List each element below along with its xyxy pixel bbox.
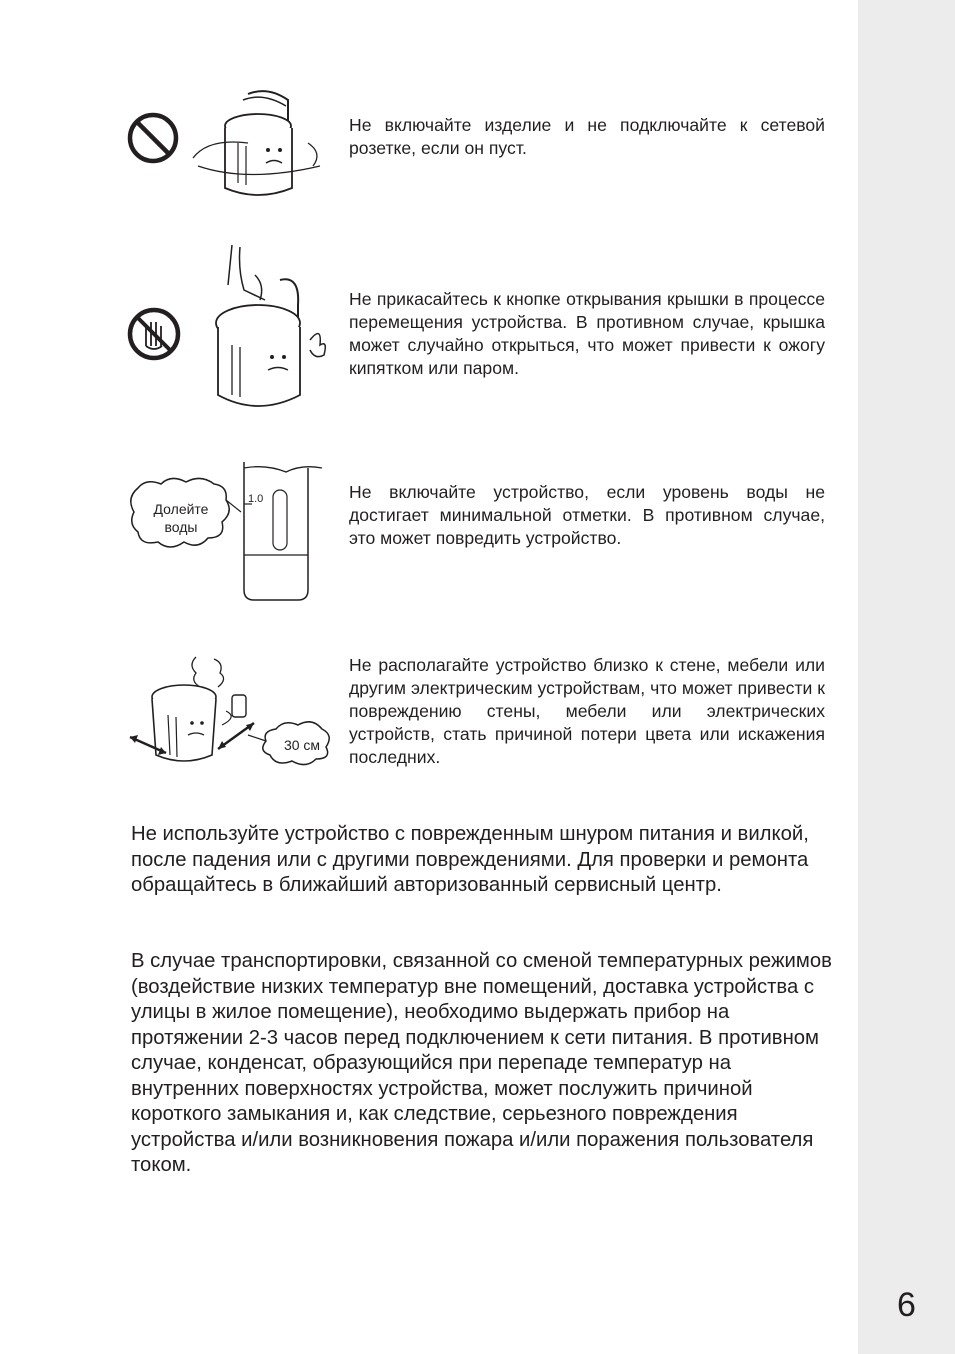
- page-margin-band: [858, 0, 955, 1354]
- refill-water-illustration: [126, 460, 326, 605]
- bubble-text-line2: воды: [164, 519, 198, 535]
- distance-label: 30 см: [283, 737, 321, 753]
- page-number: 6: [897, 1286, 916, 1324]
- warning-text-2: Не прикасайтесь к кнопке открывания крышки в процессе перемещения устройства. В противном случае, крышка может случайно открыться, что может привести к ожогу кипятком или паром.: [349, 289, 825, 378]
- bubble-text-line1: Долейте: [153, 501, 209, 517]
- scale-mark: 1.0: [248, 493, 264, 505]
- empty-kettle-illustration: [188, 88, 328, 203]
- paragraph-damaged-cord: Не используйте устройство с поврежденным шнуром питания и вилкой, после падения или с другими повреждениями. Для проверки и ремонта обращайтесь в ближайший авторизованный сервисный центр.: [131, 823, 809, 896]
- kettle-with-hand-illustration: [210, 245, 340, 415]
- do-not-touch-icon: [126, 306, 182, 362]
- paragraph-transport: В случае транспортировки, связанной со сменой температурных режимов (воздействие низких температур вне помещений, доставка устройства с улицы в жилое помещение), необходимо выдержать прибор на протяжении 2-3 часов перед подключением к сети питания. В противном случае, конденсат, образующийся при перепаде температур на внутренних поверхностях устройства, может послужить причиной короткого замыкания и, как следствие, серьезного повреждения устройства и/или возникновения пожара и/или поражения пользователя током.: [131, 950, 832, 1176]
- prohibition-icon: [126, 111, 180, 165]
- warning-text-3: Не включайте устройство, если уровень воды не достигает минимальной отметки. В противном случае, это может повредить устройство.: [349, 482, 825, 548]
- distance-from-wall-illustration: [126, 655, 332, 770]
- warning-text-1: Не включайте изделие и не подключайте к сетевой розетке, если он пуст.: [349, 115, 825, 158]
- warning-text-4: Не располагайте устройство близко к стене, мебели или другим электрическим устройствам, что может привести к повреждению стены, мебели или электрических устройств, стать причиной потери цвета или искажения последних.: [349, 655, 825, 767]
